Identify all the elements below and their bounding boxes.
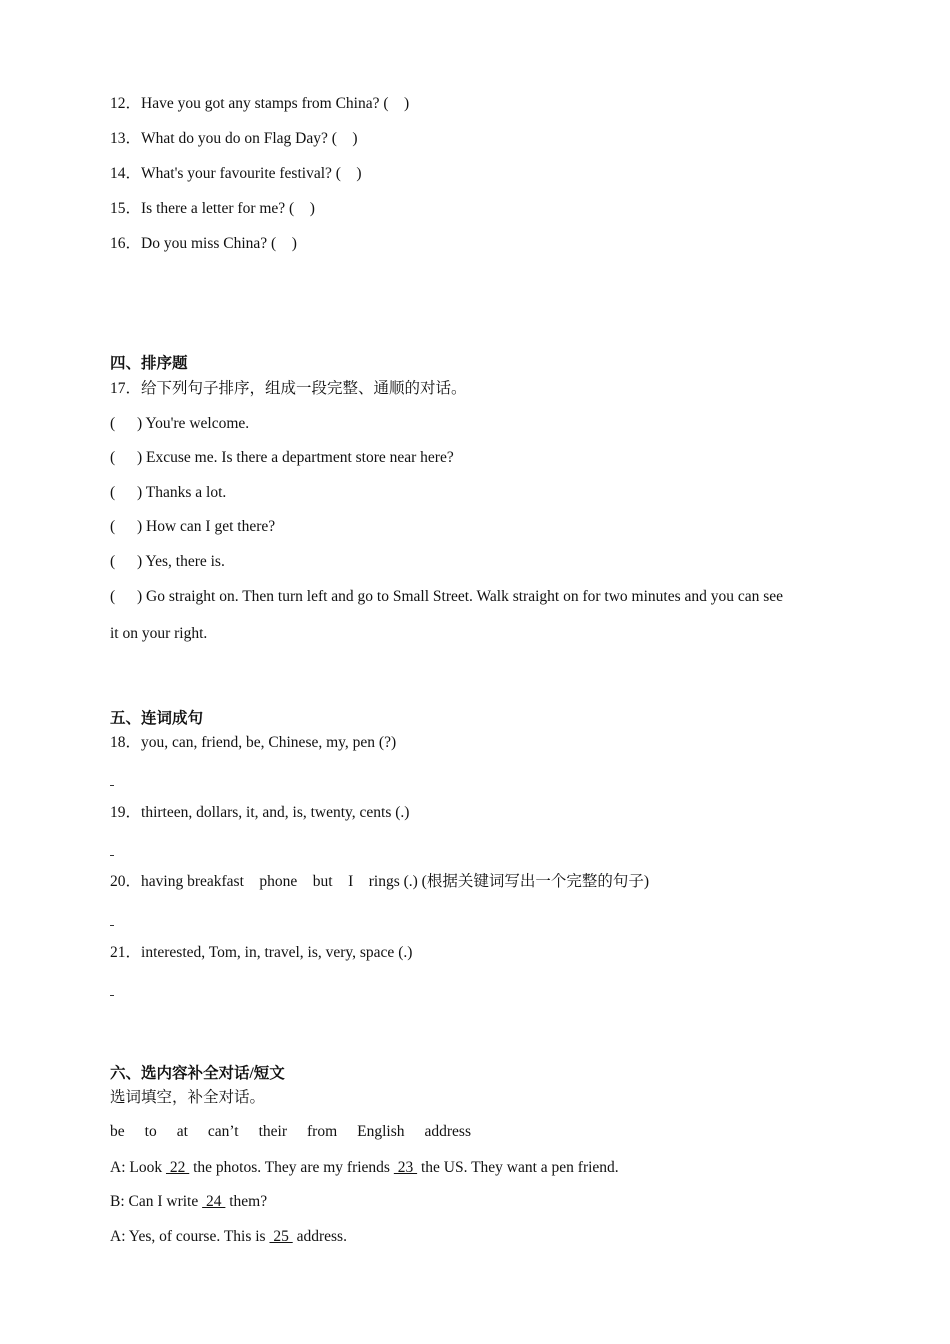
question-text: What do you do on Flag Day? ( ) <box>141 130 358 147</box>
word-bank-item: English <box>357 1123 405 1140</box>
question-18 <box>110 733 396 753</box>
dialogue-text: A: Yes, of course. This is <box>110 1228 270 1245</box>
dialogue-text: them? <box>225 1193 268 1210</box>
dialogue-text: A: Look <box>110 1159 166 1176</box>
ordering-text: ) How can I get there? <box>137 518 276 535</box>
question-text: Have you got any stamps from China? ( ) <box>141 95 410 112</box>
answer-line-18[interactable] <box>110 785 114 786</box>
question-16 <box>110 234 297 254</box>
answer-paren[interactable]: ( <box>110 553 116 570</box>
word-bank-item: to <box>144 1123 157 1140</box>
answer-paren[interactable]: ( <box>110 518 116 535</box>
question-21 <box>110 943 412 963</box>
question-19 <box>110 803 409 823</box>
question-number: 17． <box>110 380 142 397</box>
dialogue-text: B: Can I write <box>110 1193 203 1210</box>
dialogue-line-2 <box>110 1192 267 1212</box>
question-17-instruction <box>110 379 467 399</box>
word-bank <box>110 1122 491 1142</box>
question-text: having breakfast phone but I rings (.) (根据关键词写出一个完整的句子) <box>141 873 649 890</box>
word-bank-item: be <box>110 1123 125 1140</box>
answer-paren[interactable]: ( <box>110 449 116 466</box>
question-number: 13． <box>110 130 142 147</box>
ordering-item-2 <box>110 448 454 468</box>
question-number: 21． <box>110 944 142 961</box>
ordering-item-4 <box>110 517 275 537</box>
ordering-text: ) Excuse me. Is there a department store near here? <box>137 449 454 466</box>
word-bank-item: their <box>258 1123 287 1140</box>
dialogue-text: the photos. They are my friends <box>189 1159 394 1176</box>
word-bank-item: address <box>424 1123 472 1140</box>
blank-22[interactable]: 22 <box>165 1159 190 1176</box>
question-number: 12． <box>110 95 142 112</box>
section-6-instruction: 选词填空，补全对话。 <box>110 1089 266 1106</box>
question-number: 15． <box>110 200 142 217</box>
question-14 <box>110 164 362 184</box>
question-number: 18． <box>110 734 142 751</box>
instruction-text: 给下列句子排序，组成一段完整、通顺的对话。 <box>141 380 467 397</box>
question-number: 16． <box>110 235 142 252</box>
question-number: 19． <box>110 804 142 821</box>
ordering-item-6 <box>110 587 783 607</box>
question-text: Do you miss China? ( ) <box>141 235 297 252</box>
ordering-item-1 <box>110 414 249 434</box>
dialogue-line-1 <box>110 1158 619 1178</box>
blank-25[interactable]: 25 <box>269 1228 293 1245</box>
question-20 <box>110 872 649 892</box>
section-6-heading: 六、选内容补全对话/短文 <box>110 1065 285 1082</box>
section-4-heading: 四、排序题 <box>110 355 188 372</box>
question-number: 20． <box>110 873 142 890</box>
blank-23[interactable]: 23 <box>393 1159 418 1176</box>
answer-line-21[interactable] <box>110 995 114 996</box>
word-bank-item: at <box>176 1123 188 1140</box>
dialogue-line-3 <box>110 1227 347 1247</box>
question-text: interested, Tom, in, travel, is, very, space (.) <box>141 944 413 961</box>
ordering-item-5 <box>110 552 225 572</box>
ordering-item-6-continuation: it on your right. <box>110 625 208 642</box>
ordering-text: ) You're welcome. <box>137 415 250 432</box>
question-text: thirteen, dollars, it, and, is, twenty, cents (.) <box>141 804 410 821</box>
answer-paren[interactable]: ( <box>110 588 116 605</box>
answer-paren[interactable]: ( <box>110 415 116 432</box>
question-12 <box>110 94 409 114</box>
ordering-text: ) Yes, there is. <box>137 553 225 570</box>
question-13 <box>110 129 358 149</box>
question-text: you, can, friend, be, Chinese, my, pen (?) <box>141 734 397 751</box>
dialogue-text: address. <box>292 1228 347 1245</box>
word-bank-item: from <box>307 1123 338 1140</box>
ordering-item-3 <box>110 483 226 503</box>
answer-line-20[interactable] <box>110 925 114 926</box>
ordering-text: ) Thanks a lot. <box>137 484 227 501</box>
answer-paren[interactable]: ( <box>110 484 116 501</box>
question-text: What's your favourite festival? ( ) <box>141 165 362 182</box>
question-text: Is there a letter for me? ( ) <box>141 200 315 217</box>
section-5-heading: 五、连词成句 <box>110 710 204 727</box>
blank-24[interactable]: 24 <box>202 1193 226 1210</box>
ordering-text: ) Go straight on. Then turn left and go to Small Street. Walk straight on for two minutes and you can see <box>137 588 784 605</box>
answer-line-19[interactable] <box>110 855 114 856</box>
dialogue-text: the US. They want a pen friend. <box>417 1159 619 1176</box>
word-bank-item: can’t <box>207 1123 239 1140</box>
question-15 <box>110 199 315 219</box>
question-number: 14． <box>110 165 142 182</box>
